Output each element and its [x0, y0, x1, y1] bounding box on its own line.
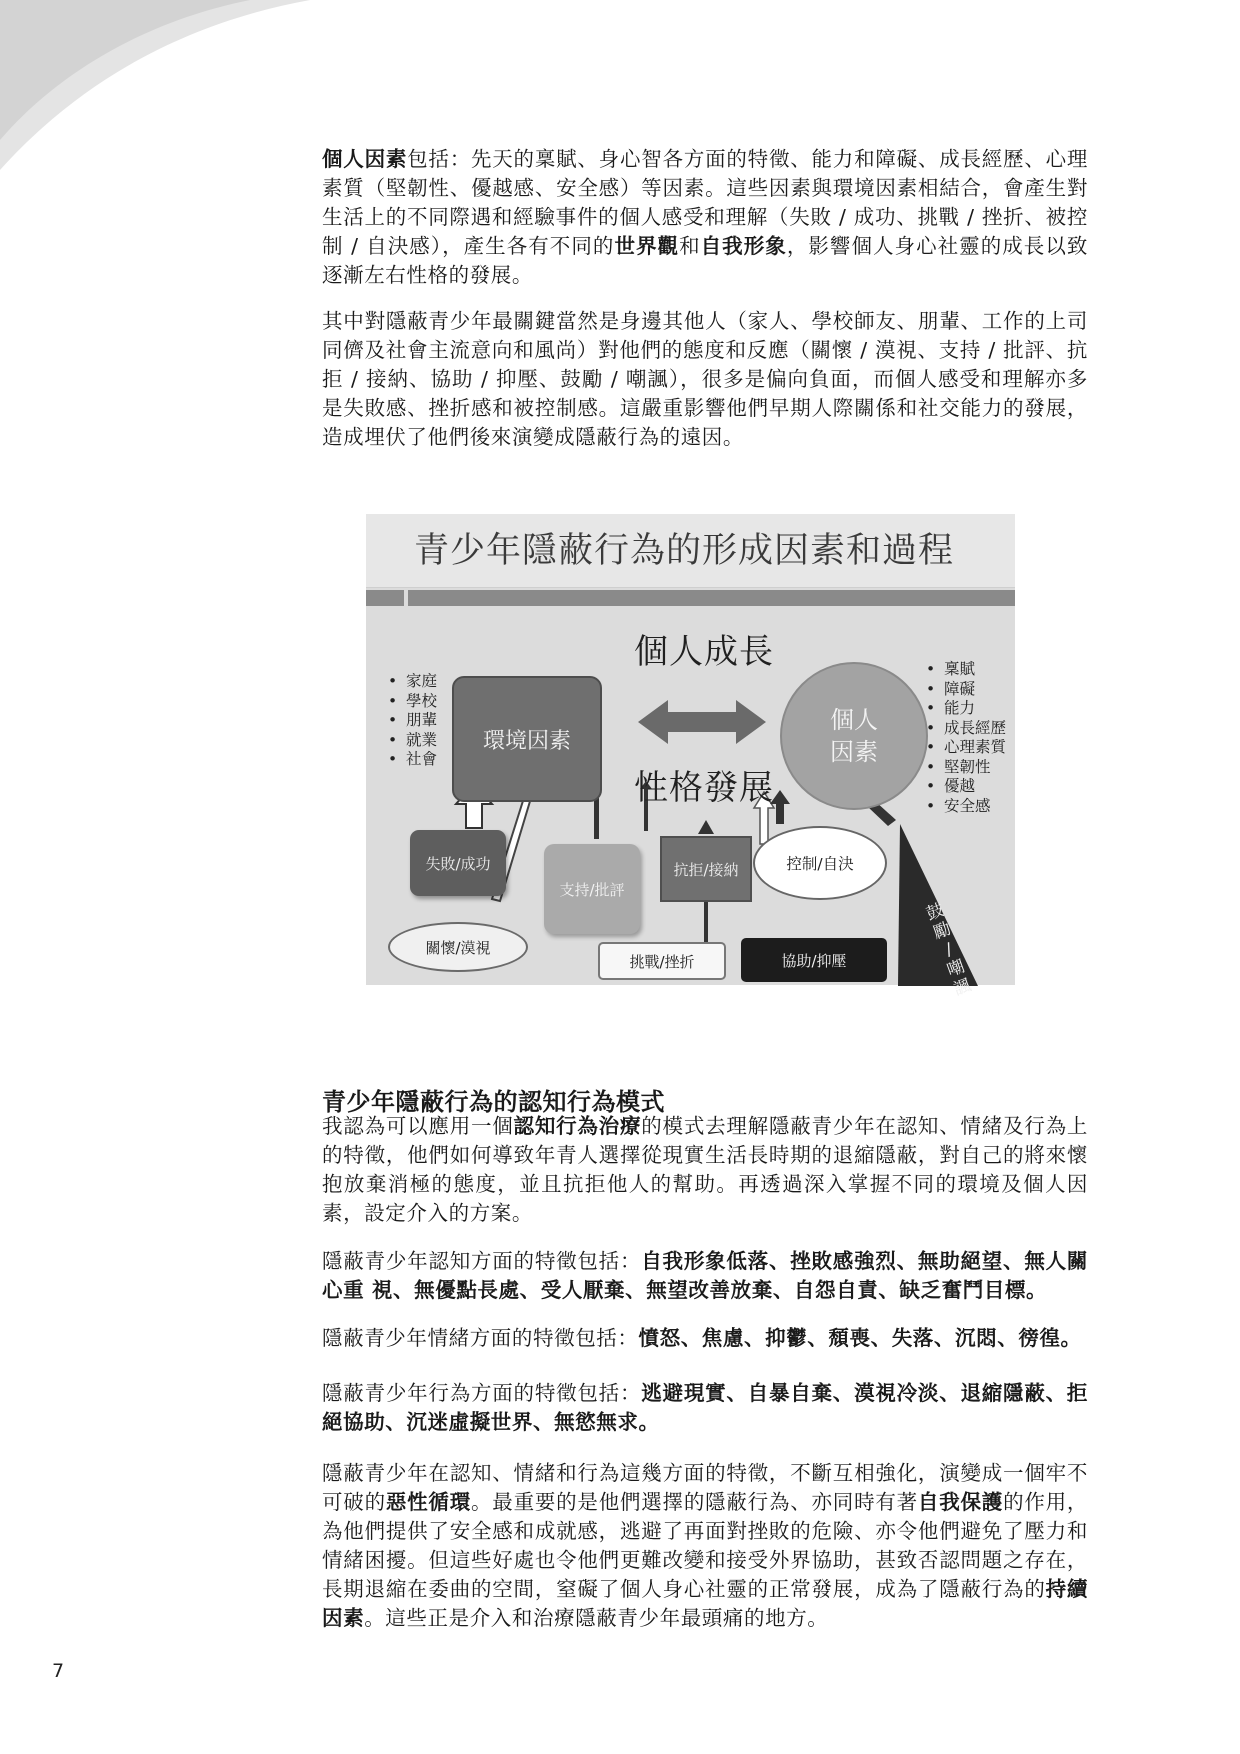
- corner-swoosh-decoration: [0, 0, 340, 200]
- paragraph-emotional-traits: [322, 1324, 1088, 1353]
- bullet-item: • 朋輩: [388, 711, 437, 731]
- text-run: 我認為可以應用一個: [322, 1114, 514, 1138]
- care-neglect-oval: 關懷/漠視: [388, 922, 528, 972]
- bullet-item: • 心理素質: [926, 738, 1006, 758]
- bullet-item: • 能力: [926, 699, 1006, 719]
- bold-term: 自我形象低落、挫敗感強烈、無助絕望、無人關心重 視、無優點長處、受人厭棄、無望改善放棄、自怨自責、缺乏奮鬥目標。: [322, 1249, 1089, 1302]
- bold-term: 認知行為治療: [513, 1114, 642, 1138]
- bold-term: 個人因素: [322, 147, 408, 171]
- bold-term: 自我保護: [917, 1490, 1004, 1514]
- paragraph-behavior-traits: [322, 1379, 1088, 1437]
- bullet-item: • 成長經歷: [926, 719, 1006, 739]
- bullet-item: • 障礙: [926, 680, 1006, 700]
- reject-up-arrow: [698, 820, 714, 834]
- text-run: 隱蔽青少年行為方面的特徵包括：: [322, 1381, 642, 1405]
- bold-term: 世界觀: [614, 234, 680, 258]
- paragraph-vicious-cycle: [322, 1459, 1088, 1633]
- bullet-item: • 安全感: [926, 797, 1006, 817]
- text-run: 隱蔽青少年認知方面的特徵包括：: [322, 1249, 642, 1273]
- challenge-frustration-box: 挑戰/挫折: [598, 942, 726, 980]
- page-number: 7: [52, 1660, 65, 1682]
- encourage-text-1: 鼓勵: [923, 900, 954, 944]
- text-run: 。這些正是介入和治療隱蔽青少年最頭痛的地方。: [364, 1606, 829, 1630]
- bullet-item: • 家庭: [388, 672, 437, 692]
- text-run: 隱蔽青少年情緒方面的特徵包括：: [322, 1326, 639, 1350]
- reject-down-line: [704, 902, 708, 942]
- control-autonomy-oval: 控制/自決: [753, 826, 887, 900]
- text-run: 的模式去理解隱蔽青少年在認知、情緒及行為上的特徵，他們如何導致年青人選擇從現實生活長時期的退縮隱蔽，對自己的將來懷抱放棄消極的態度，並且抗拒他人的幫助。再透過深入掌握不同的環境及個人因素，設定介入的方案。: [322, 1114, 1088, 1225]
- personal-circle-line1: 個人: [830, 706, 878, 734]
- personal-circle-text: [830, 704, 878, 768]
- bullet-item: • 就業: [388, 731, 437, 751]
- personal-circle-line2: 因素: [830, 738, 878, 766]
- encourage-text-2: 嘲諷: [944, 956, 975, 1000]
- double-arrow: [638, 700, 766, 744]
- fail-success-box: 失敗/成功: [410, 830, 506, 896]
- personality-development-label: 性格發展: [634, 768, 774, 808]
- bullet-item: • 學校: [388, 692, 437, 712]
- paragraph-others-influence: [322, 307, 1088, 452]
- text-run: ，影響個人身心社靈的成長以致逐漸左右性格的發展。: [322, 234, 1088, 287]
- support-criticism-box: 支持/批評: [544, 844, 640, 934]
- env-factor-list: [388, 672, 437, 770]
- text-run: 其中對隱蔽青少年最關鍵當然是身邊其他人（家人、學校師友、朋輩、工作的上司同儕及社會主流意向和風尚）對他們的態度和反應（關懷 / 漠視、支持 / 批評、抗拒 / 接納、協助 / 抑壓、鼓勵 / 嘲諷），很多是偏向負面，而個人感受和理解亦多是失敗感、挫折感和被控制感。這嚴重影響他們早期人際關係和社交能力的發展，造成埋伏了他們後來演變成隱蔽行為的遠因。: [322, 309, 1088, 449]
- bullet-item: • 優越: [926, 777, 1006, 797]
- text-run: 隱蔽青少年在認知、情緒和行為這幾方面的特徵，不斷互相強化，演變成一個牢不可破的: [322, 1461, 1088, 1514]
- text-run: 。最重要的是他們選擇的隱蔽行為、亦同時有著: [471, 1490, 918, 1514]
- personal-factor-list: [926, 660, 1006, 816]
- environment-factors-box: 環境因素: [452, 676, 602, 802]
- help-suppress-box: 協助/抑壓: [741, 938, 887, 982]
- bold-term: 惡性循環: [385, 1490, 471, 1514]
- text-run: 和: [679, 234, 701, 258]
- bullet-item: • 稟賦: [926, 660, 1006, 680]
- bullet-item: • 社會: [388, 750, 437, 770]
- section-heading: 青少年隱蔽行為的認知行為模式: [322, 1088, 665, 1116]
- paragraph-cognitive-traits: [322, 1247, 1088, 1305]
- paragraph-cbt-model: [322, 1112, 1088, 1228]
- reject-accept-box: 抗拒/接納: [660, 836, 752, 902]
- paragraph-personal-factors: [322, 145, 1088, 290]
- personal-growth-label: 個人成長: [634, 632, 774, 672]
- bullet-item: • 堅韌性: [926, 758, 1006, 778]
- bold-term: 持續因素: [322, 1577, 1088, 1630]
- encourage-text-slash: /: [942, 939, 956, 961]
- text-run: 包括：先天的稟賦、身心智各方面的特徵、能力和障礙、成長經歷、心理素質（堅韌性、優越感、安全感）等因素。這些因素與環境因素相結合，會產生對生活上的不同際遇和經驗事件的個人感受和理解（失敗 / 成功、挑戰 / 挫折、被控制 / 自決感），產生各有不同的: [322, 147, 1088, 258]
- bold-term: 自我形象: [700, 234, 787, 258]
- text-run: 的作用，為他們提供了安全感和成就感，逃避了再面對挫敗的危險、亦令他們避免了壓力和情緒困擾。但這些好處也令他們更難改變和接受外界協助，甚致否認問題之存在，長期退縮在委曲的空間，窒礙了個人身心社靈的正常發展，成為了隱蔽行為的: [322, 1490, 1089, 1601]
- bold-term: 憤怒、焦慮、抑鬱、頹喪、失落、沉悶、徬徨。: [638, 1326, 1082, 1350]
- bold-term: 逃避現實、自暴自棄、漠視冷淡、退縮隱蔽、拒絕協助、沉迷虛擬世界、無慾無求。: [322, 1381, 1089, 1434]
- personal-factors-circle: [780, 662, 928, 810]
- diagram-title: 青少年隱蔽行為的形成因素和過程: [366, 514, 1015, 588]
- formation-diagram: [366, 514, 1015, 1000]
